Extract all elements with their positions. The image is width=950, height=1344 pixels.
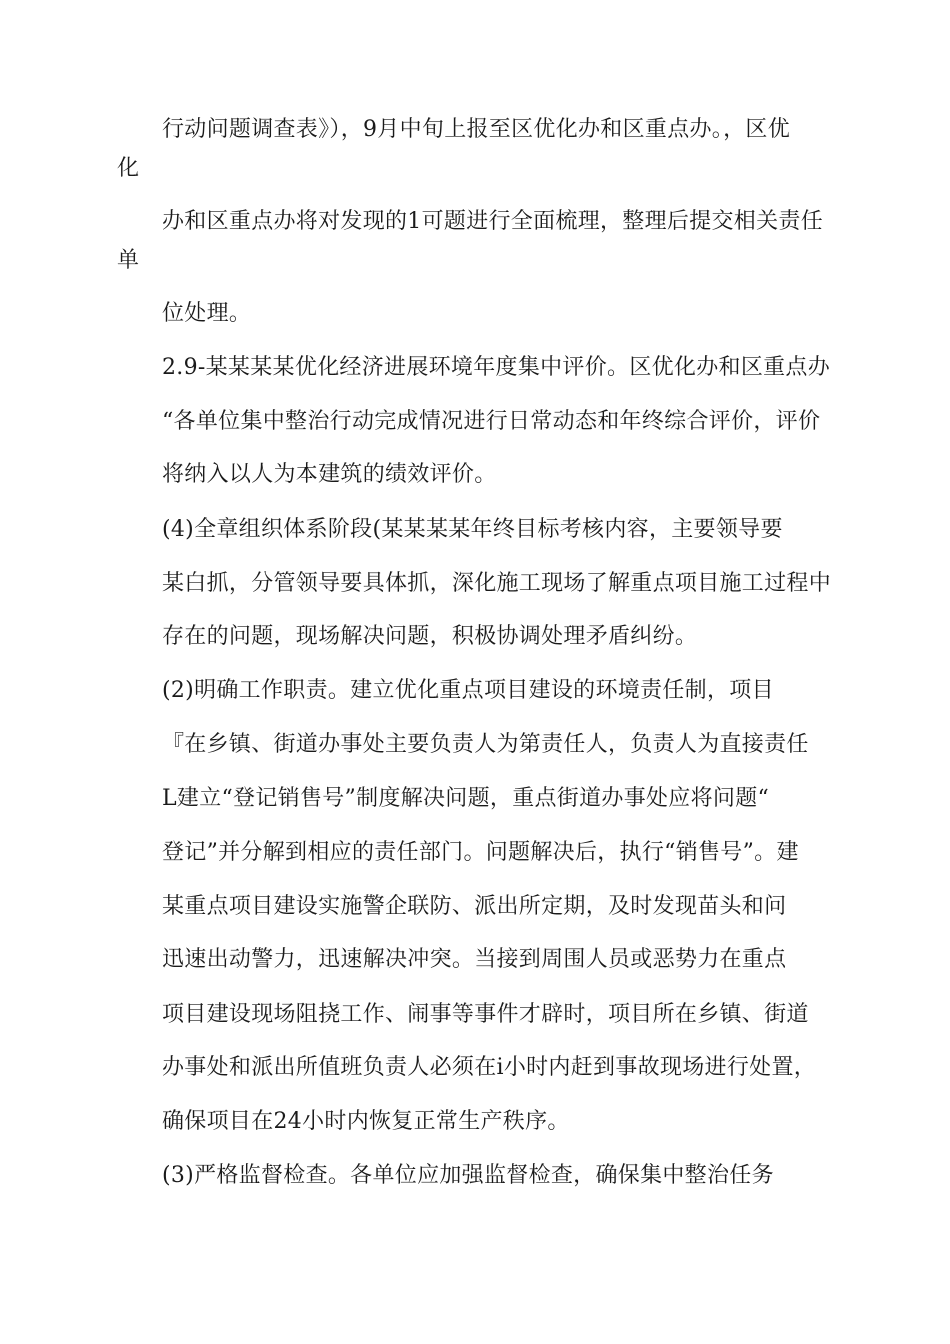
text-line: 行动问题调查表》），9月中旬上报至区优化办和区重点办。，区优 bbox=[162, 117, 790, 142]
text-line: 化 bbox=[117, 156, 140, 181]
text-line: 某白抓，分管领导要具体抓，深化施工现场了解重点项目施工过程中 bbox=[162, 571, 832, 596]
text-line: 存在的问题，现场解决问题，积极协调处理矛盾纠纷。 bbox=[162, 624, 698, 649]
text-line: 登记”并分解到相应的责任部门。问题解决后，执行“销售号”。建 bbox=[162, 840, 799, 865]
text-line: (4)全章组织体系阶段(某某某某年终目标考核内容，主要领导要 bbox=[162, 517, 783, 542]
text-line: 办事处和派出所值班负责人必须在i小时内赶到事故现场进行处置， bbox=[162, 1055, 817, 1080]
text-line: 2.9-某某某某优化经济进展环境年度集中评价。区优化办和区重点办 bbox=[162, 355, 831, 380]
text-line: 『在乡镇、街道办事处主要负责人为第责任人，负责人为直接责任 bbox=[162, 732, 809, 757]
text-line: “各单位集中整治行动完成情况进行日常动态和年终综合评价，评价 bbox=[162, 409, 821, 434]
text-line: (2)明确工作职责。建立优化重点项目建设的环境责任制，项目 bbox=[162, 678, 774, 703]
text-line: (3)严格监督检查。各单位应加强监督检查，确保集中整治任务 bbox=[162, 1163, 774, 1188]
text-line: 单 bbox=[117, 248, 140, 273]
text-line: 位处理。 bbox=[162, 301, 252, 326]
text-line: 确保项目在24小时内恢复正常生产秩序。 bbox=[162, 1109, 570, 1134]
text-line: 迅速出动警力，迅速解决冲突。当接到周围人员或恶势力在重点 bbox=[162, 947, 787, 972]
text-line: 将纳入以人为本建筑的绩效评价。 bbox=[162, 462, 497, 487]
text-line: 项目建设现场阻挠工作、闹事等事件才辟时，项目所在乡镇、街道 bbox=[162, 1002, 809, 1027]
text-line: L建立“登记销售号”制度解决问题，重点街道办事处应将问题“ bbox=[162, 786, 770, 811]
text-line: 某重点项目建设实施警企联防、派出所定期，及时发现苗头和问 bbox=[162, 894, 787, 919]
text-line: 办和区重点办将对发现的1可题进行全面梳理，整理后提交相关责任 bbox=[162, 209, 823, 234]
